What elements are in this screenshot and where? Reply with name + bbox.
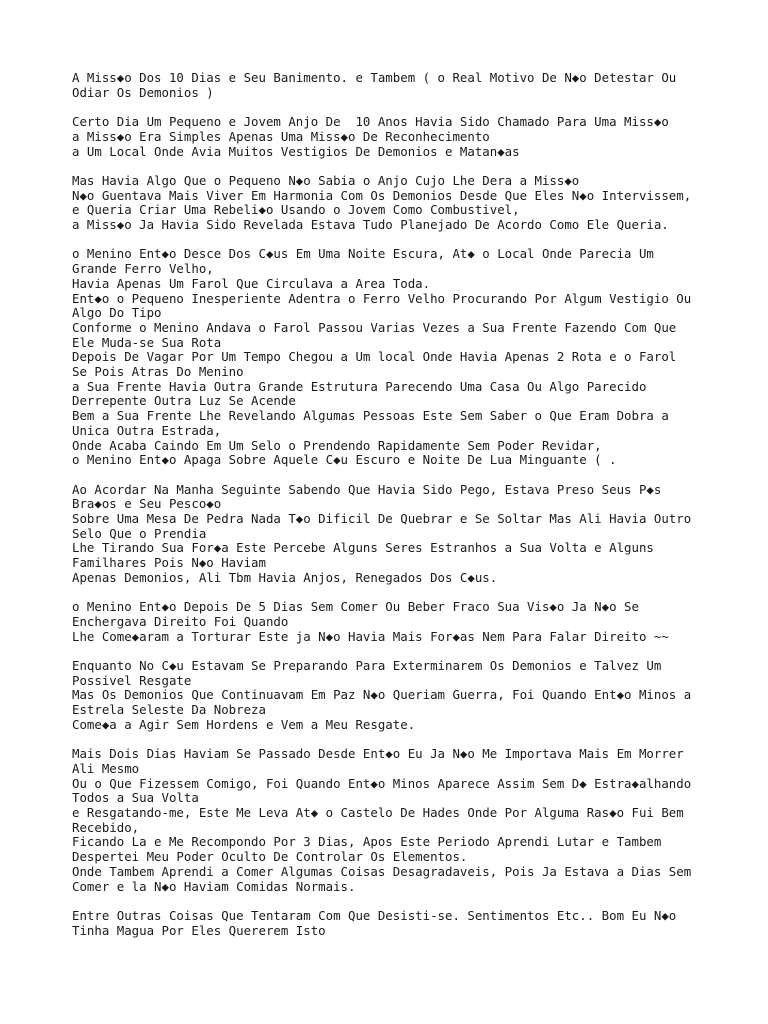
document-page (72, 71, 712, 953)
text-line: Onde Acaba Caindo Em Um Selo o Prendendo Rapidamente Sem Poder Revidar, (72, 437, 602, 453)
text-line: Familhares Pois N◆o Haviam (72, 555, 266, 571)
text-line: Enchergava Direito Foi Quando (72, 613, 289, 629)
text-line: o Menino Ent◆o Apaga Sobre Aquele C◆u Escuro e Noite De Lua Minguante ( . (72, 452, 617, 468)
paragraph (72, 659, 712, 733)
text-line: Bra◆os e Seu Pesco◆o (72, 496, 222, 512)
text-line: A Miss◆o Dos 10 Dias e Seu Banimento. e Tambem ( o Real Motivo De N◆o Detestar Ou (72, 70, 677, 85)
paragraph (72, 174, 712, 233)
text-line: Mais Dois Dias Haviam Se Passado Desde Ent◆o Eu Ja N◆o Me Importava Mais Em Morrer (72, 746, 684, 762)
text-line: a Miss◆o Era Simples Apenas Uma Miss◆o De Reconhecimento (72, 128, 490, 144)
text-line: Tinha Magua Por Eles Quererem Isto (72, 922, 326, 938)
text-line: Sobre Uma Mesa De Pedra Nada T◆o Dificil De Quebrar e Se Soltar Mas Ali Havia Outro (72, 511, 692, 527)
text-line: Ali Mesmo (72, 760, 140, 776)
paragraph (72, 909, 712, 938)
text-line: o Menino Ent◆o Desce Dos C◆us Em Uma Noite Escura, At◆ o Local Onde Parecia Um (72, 246, 654, 262)
text-line: Lhe Come◆aram a Torturar Este ja N◆o Havia Mais For◆as Nem Para Falar Direito ~~ (72, 628, 669, 644)
text-line: Despertei Meu Poder Oculto De Controlar Os Elementos. (72, 849, 468, 865)
text-line: Apenas Demonios, Ali Tbm Havia Anjos, Renegados Dos C◆us. (72, 569, 498, 585)
text-line: Entre Outras Coisas Que Tentaram Com Que Desisti-se. Sentimentos Etc.. Bom Eu N◆o (72, 907, 677, 923)
text-line: Mas Os Demonios Que Continuavam Em Paz N◆o Queriam Guerra, Foi Quando Ent◆o Minos a (72, 687, 692, 703)
text-line: Ficando La e Me Recompondo Por 3 Dias, Apos Este Periodo Aprendi Lutar e Tambem (72, 834, 662, 850)
text-line: Ou o Que Fizessem Comigo, Foi Quando Ent◆o Minos Aparece Assim Sem D◆ Estra◆alhando (72, 775, 692, 791)
text-line: Onde Tambem Aprendi a Comer Algumas Coisas Desagradaveis, Pois Ja Estava a Dias Sem (72, 863, 692, 879)
text-line: Todos a Sua Volta (72, 790, 199, 806)
text-line: a Um Local Onde Avia Muitos Vestigios De Demonios e Matan◆as (72, 143, 520, 159)
text-line: N◆o Guentava Mais Viver Em Harmonia Com Os Demonios Desde Que Eles N◆o Intervissem, (72, 187, 692, 203)
text-line: Selo Que o Prendia (72, 525, 207, 541)
text-line: Derrepente Outra Luz Se Acende (72, 393, 296, 409)
paragraph (72, 115, 712, 159)
paragraph (72, 600, 712, 644)
text-line: Havia Apenas Um Farol Que Circulava a Area Toda. (72, 275, 431, 291)
paragraph (72, 747, 712, 894)
text-line: Algo Do Tipo (72, 305, 162, 321)
text-line: Unica Outra Estrada, (72, 422, 222, 438)
text-line: Recebido, (72, 819, 140, 835)
text-line: Mas Havia Algo Que o Pequeno N◆o Sabia o Anjo Cujo Lhe Dera a Miss◆o (72, 172, 580, 188)
text-line: Ent◆o o Pequeno Inesperiente Adentra o Ferro Velho Procurando Por Algum Vestigio Ou (72, 290, 692, 306)
text-line: Bem a Sua Frente Lhe Revelando Algumas Pessoas Este Sem Saber o Que Eram Dobra a (72, 408, 669, 424)
paragraph (72, 71, 712, 100)
paragraph (72, 483, 712, 586)
text-line: Odiar Os Demonios ) (72, 84, 214, 100)
text-line: Estrela Seleste Da Nobreza (72, 702, 266, 718)
text-line: Lhe Tirando Sua For◆a Este Percebe Alguns Seres Estranhos a Sua Volta e Alguns (72, 540, 654, 556)
text-line: Comer e la N◆o Haviam Comidas Normais. (72, 878, 356, 894)
text-line: Se Pois Atras Do Menino (72, 364, 244, 380)
paragraph (72, 247, 712, 468)
text-line: Ao Acordar Na Manha Seguinte Sabendo Que Havia Sido Pego, Estava Preso Seus P◆s (72, 481, 662, 497)
text-line: o Menino Ent◆o Depois De 5 Dias Sem Comer Ou Beber Fraco Sua Vis◆o Ja N◆o Se (72, 599, 639, 615)
text-line: Certo Dia Um Pequeno e Jovem Anjo De 10 Anos Havia Sido Chamado Para Uma Miss◆o (72, 114, 669, 130)
text-line: Grande Ferro Velho, (72, 261, 214, 277)
text-line: a Miss◆o Ja Havia Sido Revelada Estava Tudo Planejado De Acordo Como Ele Queria. (72, 217, 669, 232)
text-line: e Queria Criar Uma Rebeli◆o Usando o Jovem Como Combustivel, (72, 202, 520, 218)
text-line: Enquanto No C◆u Estavam Se Preparando Para Exterminarem Os Demonios e Talvez Um (72, 658, 662, 674)
text-line: a Sua Frente Havia Outra Grande Estrutura Parecendo Uma Casa Ou Algo Parecido (72, 378, 647, 394)
text-line: Come◆a a Agir Sem Hordens e Vem a Meu Resgate. (72, 716, 416, 732)
text-line: e Resgatando-me, Este Me Leva At◆ o Castelo De Hades Onde Por Alguma Ras◆o Fui Bem (72, 805, 684, 821)
text-line: Possivel Resgate (72, 672, 192, 688)
text-line: Depois De Vagar Por Um Tempo Chegou a Um local Onde Havia Apenas 2 Rota e o Farol (72, 349, 677, 365)
text-line: Ele Muda-se Sua Rota (72, 334, 222, 350)
text-line: Conforme o Menino Andava o Farol Passou Varias Vezes a Sua Frente Fazendo Com Que (72, 319, 677, 335)
